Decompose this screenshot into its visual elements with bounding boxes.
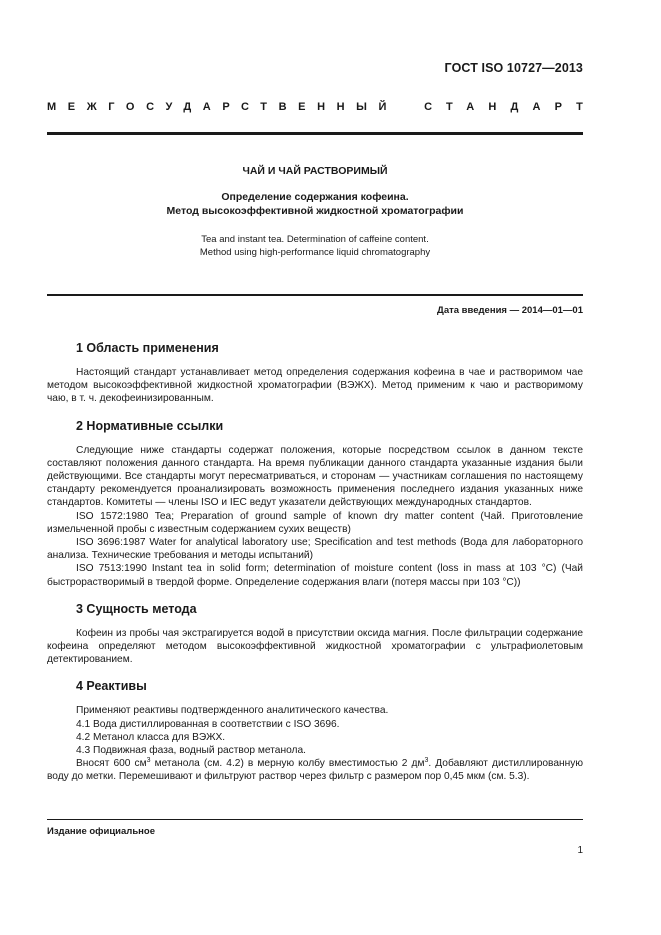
standard-type-word-standard: СТАНДАРТ [424,101,597,113]
reagent-item: 4.3 Подвижная фаза, водный раствор метанола. [76,745,306,757]
english-title [47,233,583,259]
standard-type-word-interstate: МЕЖГОСУДАРСТВЕННЫЙ [47,101,399,113]
paragraph: Настоящий стандарт устанавливает метод определения содержания кофеина в чае и растворимом чае методом высокоэффективной жидкостной хроматографии (ВЭЖХ). Метод применим к чаю и растворимому чаю, в т. ч. декофеинизированным. [47,367,583,405]
footer-divider [47,819,583,820]
section-heading: 1 Область применения [76,341,219,355]
document-subtitle [47,190,583,218]
standard-type-banner [47,101,597,113]
text-run: Вносят 600 см [76,758,147,770]
subtitle-line-2: Метод высокоэффективной жидкостной хроматографии [166,205,464,217]
header-divider [47,132,583,135]
text-run: метанола (см. 4.2) в мерную колбу вместимостью 2 дм [150,758,425,770]
section-method-principle [47,601,583,667]
text-run: . Добавляют дистиллированную воду до метки. Перемешивают и фильтруют раствор через фильтр с размером пор 0,45 мкм (см. 5.3). [47,758,583,783]
section-heading: 3 Сущность метода [76,601,197,616]
edition-label: Издание официальное [47,826,155,837]
section-reagents [47,678,583,783]
title-divider [47,294,583,296]
english-title-line-2: Method using high-performance liquid chromatography [199,247,431,258]
reference-iso-3696: ISO 3696:1987 Water for analytical laboratory use; Specification and test methods (Вода для лабораторного анализа. Технические требования и методы испытаний) [47,537,583,562]
reagent-item: 4.2 Метанол класса для ВЭЖХ. [76,731,226,743]
section-normative-references [47,418,583,589]
effective-date: Дата введения — 2014—01—01 [437,305,583,316]
reagent-item: 4.1 Вода дистиллированная в соответствии с ISO 3696. [76,718,340,730]
document-title: ЧАЙ И ЧАЙ РАСТВОРИМЫЙ [242,165,388,177]
reference-iso-1572: ISO 1572:1980 Tea; Preparation of ground sample of known dry matter content (Чай. Приготовление измельченной пробы с известным содержанием сухих веществ) [47,510,583,535]
paragraph: Кофеин из пробы чая экстрагируется водой в присутствии оксида магния. После фильтрации содержание кофеина определяют методом высокоэффективной жидкостной хроматографии с ультрафиолетовым детектированием. [47,627,583,666]
standard-number: ГОСТ ISO 10727—2013 [444,61,583,75]
paragraph: Следующие ниже стандарты содержат положения, которые посредством ссылок в данном тексте составляют положения данного стандарта. На время публикации данного стандарта указанные издания были действующими. Все стандарты могут пересматриваться, и сторонам — участникам соглашения по настоящему стандарту рекомендуется проанализировать возможность применения последнего издания указанных ниже стандартов. Комитеты — члены ISO и IEC ведут указатели действующих международных стандартов. [47,444,583,509]
superscript: 3 [424,757,429,765]
superscript: 3 [146,757,151,765]
english-title-line-1: Tea and instant tea. Determination of caffeine content. [201,234,429,245]
section-scope [47,340,583,406]
reference-iso-7513: ISO 7513:1990 Instant tea in solid form; determination of moisture content (loss in mass at 103 °C) (Чай быстрорастворимый в твердой форме. Определение содержания влаги (потеря массы при 103 °C)) [47,563,583,588]
mobile-phase-instructions [47,757,583,783]
document-body [47,340,583,796]
page-number: 1 [577,845,583,856]
section-heading: 4 Реактивы [76,679,147,694]
section-heading: 2 Нормативные ссылки [76,418,224,433]
paragraph: Применяют реактивы подтвержденного аналитического качества. [76,705,389,717]
subtitle-line-1: Определение содержания кофеина. [221,191,409,203]
